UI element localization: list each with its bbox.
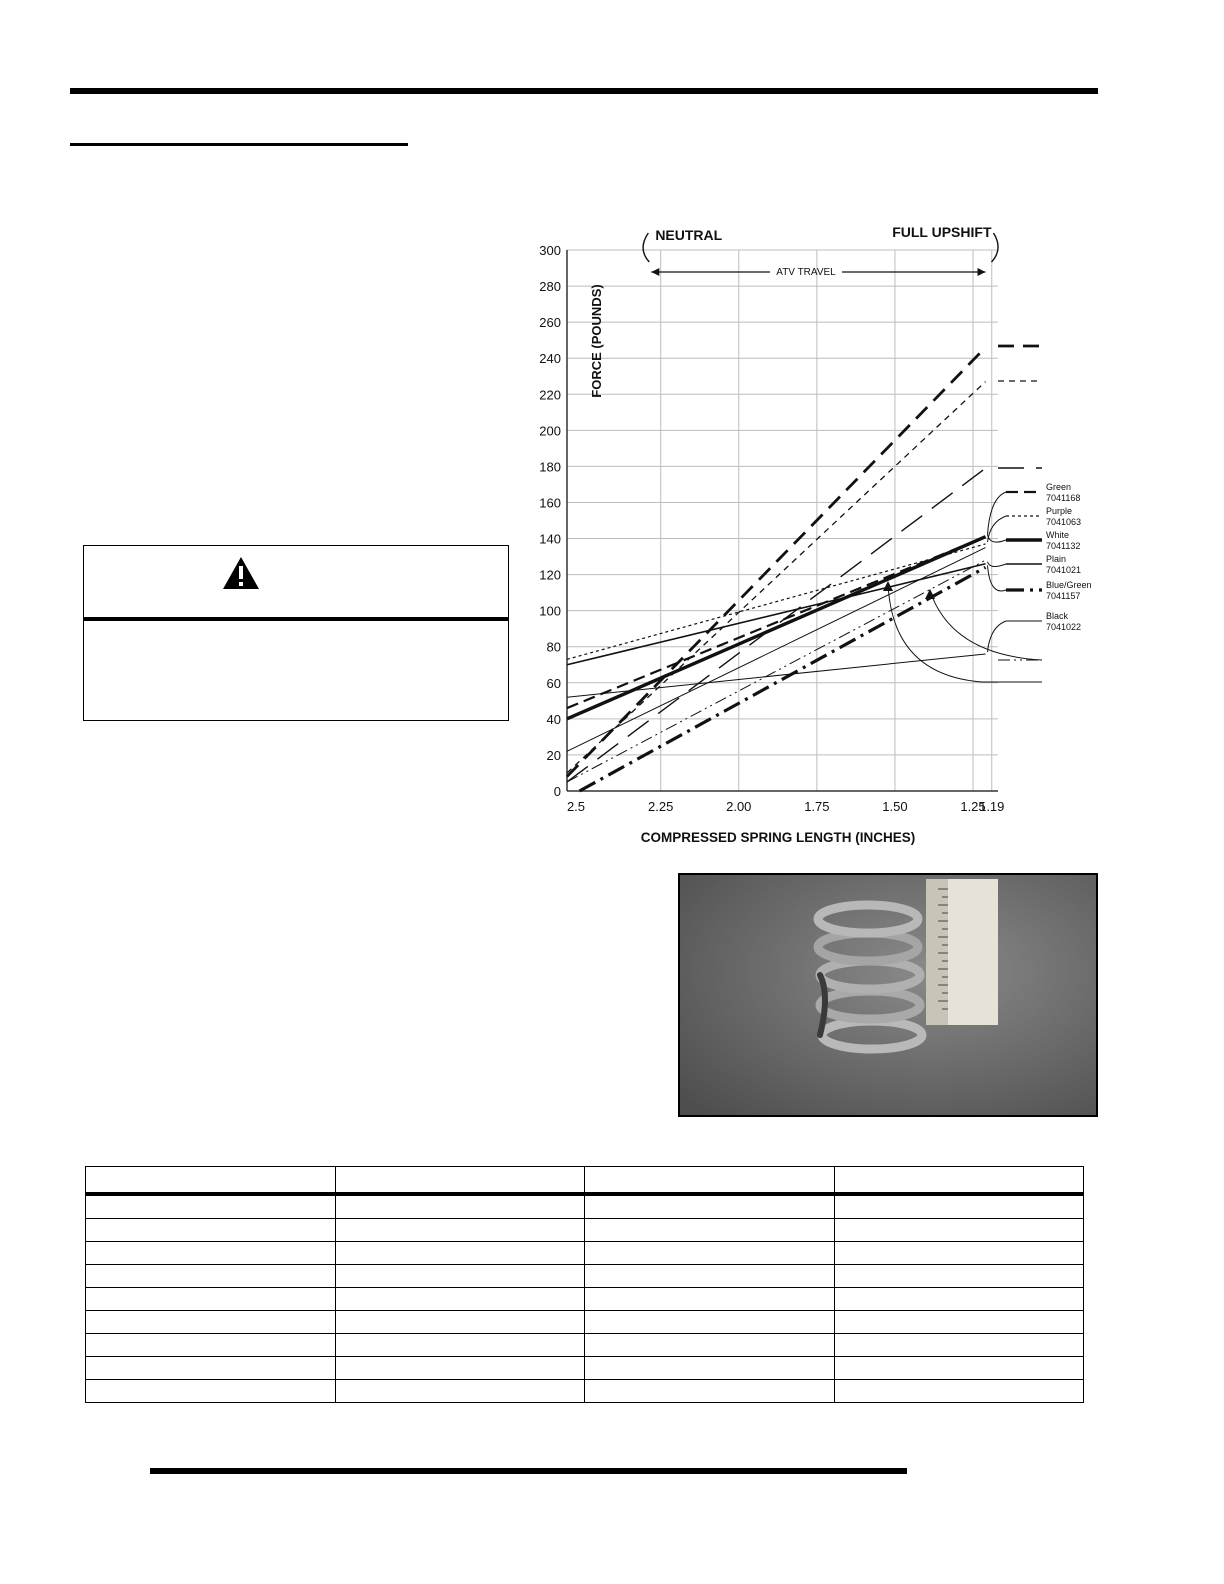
section-heading-rule xyxy=(70,143,408,146)
travel-arrow-left xyxy=(651,268,659,276)
table-row xyxy=(86,1334,1084,1357)
legend-name-0: Green xyxy=(1046,482,1072,492)
legend-pointer-5 xyxy=(988,621,1006,652)
table-row xyxy=(86,1194,1084,1219)
y-tick-label: 40 xyxy=(546,711,561,727)
table-row xyxy=(86,1380,1084,1403)
x-tick-label: 1.50 xyxy=(882,799,908,814)
x-tick-label: 2.25 xyxy=(648,799,674,814)
full-upshift-label: FULL UPSHIFT xyxy=(892,224,992,240)
bottom-rule xyxy=(150,1468,907,1474)
travel-label: ATV TRAVEL xyxy=(776,267,836,278)
y-tick-label: 280 xyxy=(539,279,561,295)
full-upshift-arrow xyxy=(992,233,999,262)
y-tick-label: 200 xyxy=(539,423,561,439)
spring-spec-table xyxy=(85,1166,1084,1403)
warning-icon xyxy=(222,556,260,590)
table-header-row xyxy=(86,1167,1084,1195)
warning-header xyxy=(84,546,508,618)
x-tick-label: 2.5 xyxy=(566,799,586,814)
table-row xyxy=(86,1265,1084,1288)
x-tick-label: 1.25 xyxy=(960,799,986,814)
legend-name-4: Blue/Green xyxy=(1046,580,1092,590)
pointer-dashdot xyxy=(930,591,1042,660)
y-tick-label: 20 xyxy=(546,747,561,763)
y-tick-label: 180 xyxy=(539,459,561,475)
series-line-2 xyxy=(567,468,986,782)
spring-force-chart xyxy=(520,215,1100,855)
y-axis-title: FORCE (POUNDS) xyxy=(589,284,604,398)
x-tick-label: 1.19 xyxy=(979,799,1005,814)
y-tick-label: 120 xyxy=(539,567,561,583)
y-tick-label: 140 xyxy=(539,531,561,547)
legend-part-0: 7041168 xyxy=(1046,493,1081,503)
series-line-7 xyxy=(579,567,985,791)
legend-part-3: 7041021 xyxy=(1046,565,1082,575)
legend-part-5: 7041022 xyxy=(1046,622,1082,632)
series-line-8 xyxy=(567,654,986,697)
legend-pointer-0 xyxy=(988,492,1006,535)
x-tick-label: 1.75 xyxy=(804,799,830,814)
y-tick-label: 60 xyxy=(546,675,561,691)
legend-name-5: Black xyxy=(1046,611,1069,621)
legend-part-2: 7041132 xyxy=(1046,541,1081,551)
legend-part-1: 7041063 xyxy=(1046,517,1082,527)
table-row xyxy=(86,1357,1084,1380)
arrowhead-dashdot xyxy=(925,589,935,599)
y-tick-label: 240 xyxy=(539,351,561,367)
neutral-arrow xyxy=(643,233,649,262)
legend-name-3: Plain xyxy=(1046,554,1067,564)
y-tick-label: 220 xyxy=(539,387,561,403)
x-axis-title: COMPRESSED SPRING LENGTH (INCHES) xyxy=(640,830,916,845)
y-tick-label: 300 xyxy=(539,243,561,258)
table-row xyxy=(86,1311,1084,1334)
legend-name-2: White xyxy=(1046,530,1070,540)
y-tick-label: 160 xyxy=(539,495,561,511)
warning-box xyxy=(83,545,509,721)
y-tick-label: 0 xyxy=(553,784,561,799)
table-row xyxy=(86,1219,1084,1242)
table-row xyxy=(86,1288,1084,1311)
series-line-5 xyxy=(567,537,986,719)
spring-photo-drawing xyxy=(680,875,1096,1115)
spring-photo xyxy=(678,873,1098,1117)
x-tick-label: 2.00 xyxy=(726,799,752,814)
legend-name-1: Purple xyxy=(1046,506,1073,516)
neutral-label: NEUTRAL xyxy=(655,227,723,243)
table-row xyxy=(86,1242,1084,1265)
series-line-1 xyxy=(567,382,986,773)
y-tick-label: 260 xyxy=(539,315,561,331)
legend-pointer-3 xyxy=(988,562,1006,567)
legend-part-4: 7041157 xyxy=(1046,591,1081,601)
pointer-thin xyxy=(888,583,982,682)
warning-divider xyxy=(84,617,508,621)
top-rule xyxy=(70,88,1098,94)
y-tick-label: 80 xyxy=(546,639,561,655)
y-tick-label: 100 xyxy=(539,603,561,619)
series-line-10 xyxy=(567,560,986,782)
travel-arrow-right xyxy=(978,268,986,276)
legend-pointer-4 xyxy=(988,565,1006,591)
